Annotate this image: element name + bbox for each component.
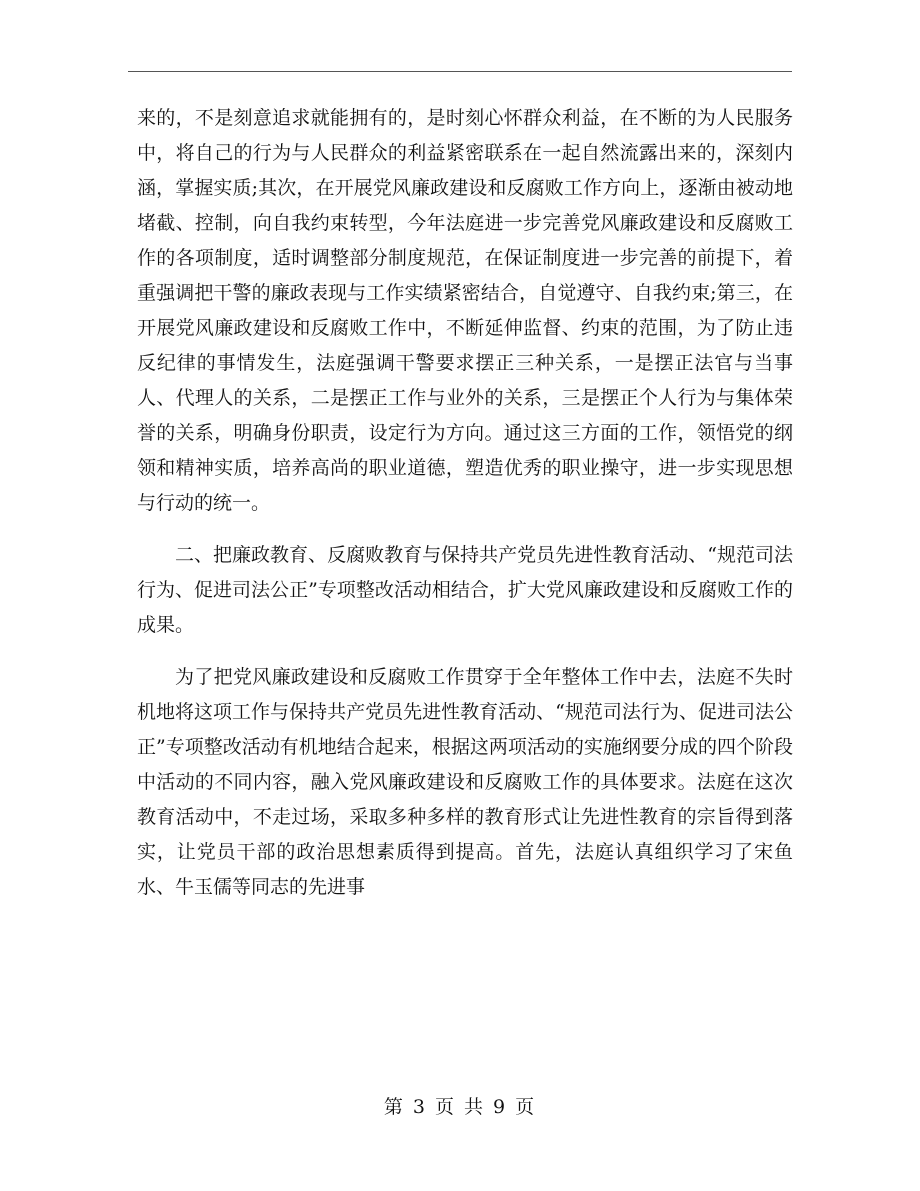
document-body xyxy=(137,101,793,905)
page-number-footer: 第 3 页 共 9 页 xyxy=(383,1096,537,1118)
paragraph-section-heading: 二、把廉政教育、反腐败教育与保持共产党员先进性教育活动、“规范司法行为、促进司法公正”专项整改活动相结合，扩大党风廉政建设和反腐败工作的成果。 xyxy=(137,544,793,636)
paragraph-body: 为了把党风廉政建设和反腐败工作贯穿于全年整体工作中去，法庭不失时机地将这项工作与保持共产党员先进性教育活动、“规范司法行为、促进司法公正”专项整改活动有机地结合起来，根据这两项活动的实施纲要分成的四个阶段中活动的不同内容，融入党风廉政建设和反腐败工作的具体要求。法庭在这次教育活动中，不走过场，采取多种多样的教育形式让先进性教育的宗旨得到落实，让党员干部的政治思想素质得到提高。首先，法庭认真组织学习了宋鱼水、牛玉儒等同志的先进事 xyxy=(137,666,793,898)
paragraph-continuation: 来的，不是刻意追求就能拥有的，是时刻心怀群众利益，在不断的为人民服务中，将自己的行为与人民群众的利益紧密联系在一起自然流露出来的，深刻内涵，掌握实质;其次，在开展党风廉政建设和反腐败工作方向上，逐渐由被动地堵截、控制，向自我约束转型，今年法庭进一步完善党风廉政建设和反腐败工作的各项制度，适时调整部分制度规范，在保证制度进一步完善的前提下，着重强调把干警的廉政表现与工作实绩紧密结合，自觉遵守、自我约束;第三，在开展党风廉政建设和反腐败工作中，不断延伸监督、约束的范围，为了防止违反纪律的事情发生，法庭强调干警要求摆正三种关系，一是摆正法官与当事人、代理人的关系，二是摆正工作与业外的关系，三是摆正个人行为与集体荣誉的关系，明确身份职责，设定行为方向。通过这三方面的工作，领悟党的纲领和精神实质，培养高尚的职业道德，塑造优秀的职业操守，进一步实现思想与行动的统一。 xyxy=(137,107,793,514)
header-rule xyxy=(128,71,792,72)
